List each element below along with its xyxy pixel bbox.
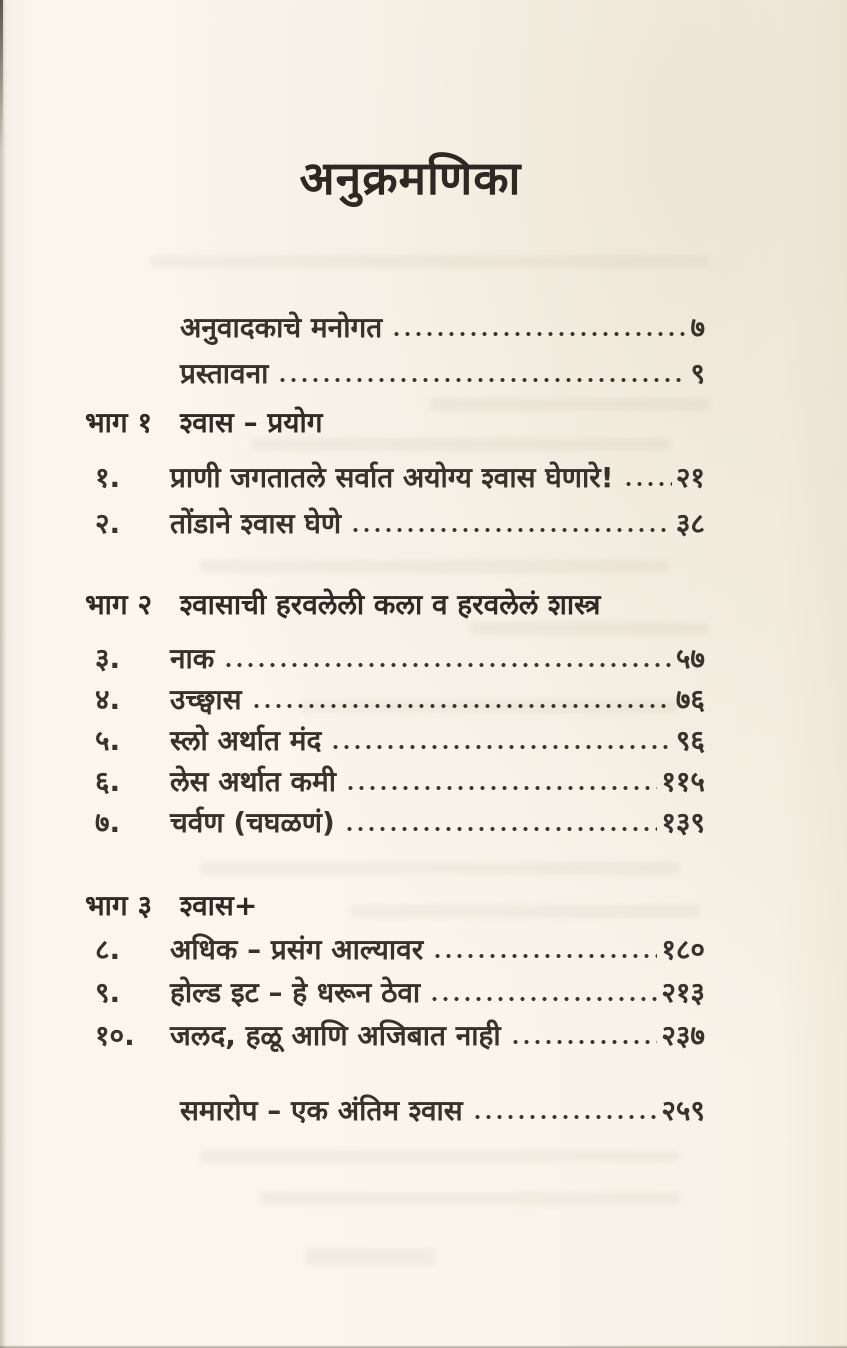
bleed-through-artifact xyxy=(305,1248,435,1266)
page-number: २१ xyxy=(675,461,705,494)
dot-leader xyxy=(432,953,657,959)
bleed-through-artifact xyxy=(200,560,670,573)
part-label: भाग २ xyxy=(85,588,153,621)
part-header xyxy=(85,587,705,623)
part-title: श्वासाची हरवलेली कला व हरवलेलं शास्त्र xyxy=(180,588,601,621)
chapter-number: ६. xyxy=(95,765,121,798)
toc-row-chapter xyxy=(85,460,705,496)
chapter-number: ७. xyxy=(95,806,121,839)
chapter-title: स्लो अर्थात मंद xyxy=(170,724,322,757)
dot-leader xyxy=(223,662,672,668)
part-title: श्वास+ xyxy=(180,889,258,922)
page-number: ७ xyxy=(690,311,705,344)
scan-edge-line xyxy=(0,0,3,150)
toc-row-chapter xyxy=(85,932,705,968)
chapter-title: लेस अर्थात कमी xyxy=(170,765,336,798)
dot-leader xyxy=(623,481,672,487)
page-title: अनुक्रमणिका xyxy=(299,151,522,205)
part-title: श्वास – प्रयोग xyxy=(180,406,323,439)
chapter-number: ५. xyxy=(95,724,121,757)
chapter-number: ३. xyxy=(95,642,121,675)
toc-row-chapter xyxy=(85,723,705,759)
chapter-title: अधिक – प्रसंग आल्यावर xyxy=(170,933,424,966)
part-label: भाग १ xyxy=(85,406,153,439)
page-number: ७६ xyxy=(675,683,705,716)
chapter-title: चर्वण (चघळणं) xyxy=(170,806,335,839)
chapter-title: नाक xyxy=(170,642,215,675)
dot-leader xyxy=(510,1039,658,1045)
dot-leader xyxy=(472,1114,658,1120)
page-number: ११५ xyxy=(661,765,705,798)
page-number: ५७ xyxy=(675,642,705,675)
chapter-number: १. xyxy=(95,461,121,494)
dot-leader xyxy=(345,785,657,791)
page-number: १८० xyxy=(661,933,705,966)
dot-leader xyxy=(330,744,672,750)
part-header xyxy=(85,405,705,441)
dot-leader xyxy=(277,377,686,383)
page-number: ९ xyxy=(690,357,705,390)
chapter-title: तोंडाने श्वास घेणे xyxy=(170,507,342,540)
bleed-through-artifact xyxy=(150,255,710,268)
page-number: ३८ xyxy=(675,507,705,540)
page-number: २३७ xyxy=(661,1019,705,1052)
dot-leader xyxy=(251,703,672,709)
toc-row-chapter xyxy=(85,1018,705,1054)
chapter-title: होल्ड इट – हे धरून ठेवा xyxy=(170,976,421,1009)
page-number: १३९ xyxy=(661,806,705,839)
dot-leader xyxy=(350,527,672,533)
part-header xyxy=(85,888,705,924)
toc-row-closing xyxy=(85,1093,705,1129)
chapter-title: जलद, हळू आणि अजिबात नाही xyxy=(170,1019,501,1052)
toc-row-front-matter xyxy=(85,356,705,392)
chapter-number: १०. xyxy=(95,1019,135,1052)
toc-row-chapter xyxy=(85,506,705,542)
dot-leader xyxy=(429,996,657,1002)
dot-leader xyxy=(344,826,658,832)
bleed-through-artifact xyxy=(260,1192,680,1205)
toc-entry-title: अनुवादकाचे मनोगत xyxy=(180,311,383,344)
toc-row-chapter xyxy=(85,764,705,800)
chapter-title: उच्छ्वास xyxy=(170,683,242,716)
bleed-through-artifact xyxy=(470,622,710,635)
toc-row-chapter xyxy=(85,805,705,841)
toc-row-front-matter xyxy=(85,310,705,346)
toc-row-chapter xyxy=(85,682,705,718)
dot-leader xyxy=(391,331,686,337)
page-number: २१३ xyxy=(661,976,705,1009)
page-number: ९६ xyxy=(675,724,705,757)
chapter-number: ९. xyxy=(95,976,121,1009)
page-number: २५९ xyxy=(661,1094,705,1127)
chapter-number: ८. xyxy=(95,933,121,966)
chapter-title: प्राणी जगतातले सर्वात अयोग्य श्वास घेणारे! xyxy=(170,461,614,494)
toc-row-chapter xyxy=(85,641,705,677)
toc-entry-title: प्रस्तावना xyxy=(180,357,269,390)
toc-row-chapter xyxy=(85,975,705,1011)
chapter-number: ४. xyxy=(95,683,121,716)
closing-title: समारोप – एक अंतिम श्वास xyxy=(180,1094,463,1127)
bleed-through-artifact xyxy=(200,1150,680,1163)
chapter-number: २. xyxy=(95,507,121,540)
part-label: भाग ३ xyxy=(85,889,153,922)
bleed-through-artifact xyxy=(200,862,680,875)
